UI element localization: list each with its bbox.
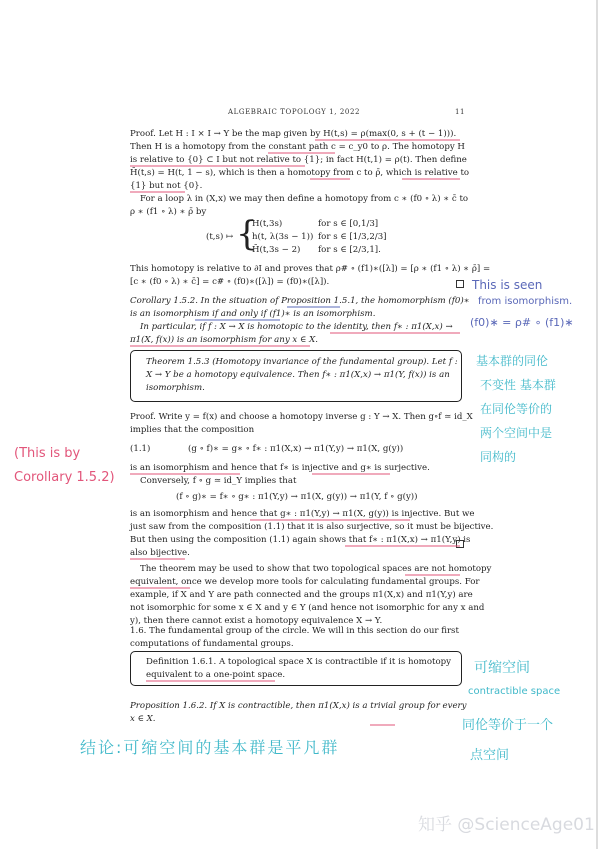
note-zh-right-2: 不变性 基本群: [480, 378, 556, 392]
proof1-line6: For a loop λ in (X,x) we may then define a homotopy from c ∗ (f0 ∘ λ) ∗ c̄ to: [140, 194, 469, 204]
proof2-line1: Proof. Write y = f(x) and choose a homotopy inverse g : Y → X. Then g∘f ≃ id_X: [130, 412, 473, 422]
corollary-line4: π1(X, f(x)) is an isomorphism for any x ∈ X.: [130, 335, 318, 345]
proposition-line2: x ∈ X.: [130, 714, 156, 724]
piecewise-brace: {: [236, 214, 258, 254]
theorem-line2: X → Y be a homotopy equivalence. Then f∗ : π1(X,x) → π1(Y, f(x)) is an: [146, 370, 450, 380]
section-line2: computations of fundamental groups.: [130, 639, 294, 649]
case-expr-2: h(t, λ(3s − 1)): [252, 232, 314, 242]
note-seen-line2: from isomorphism.: [478, 296, 573, 307]
note-contractible-en: contractible space: [468, 686, 561, 697]
proof1-line2: Then H is a homotopy from the constant path c = c_y0 to ρ. The homotopy H: [130, 142, 465, 152]
equation-2: (f ∘ g)∗ = f∗ ∘ g∗ : π1(Y,y) → π1(X, g(y)) → π1(Y, f ∘ g(y)): [176, 492, 418, 502]
proof2-line7: But then using the composition (1.1) again shows that f∗ : π1(X,x) → π1(Y,y) is: [130, 535, 471, 545]
note-left-line2: Corollary 1.5.2): [14, 470, 115, 485]
proof2-line3: is an isomorphism and hence that f∗ is injective and g∗ is surjective.: [130, 463, 430, 473]
equation-tag: (1.1): [130, 444, 151, 454]
proof2-line2: implies that the composition: [130, 425, 255, 435]
note-zh-right-1: 基本群的同伦: [476, 354, 549, 368]
piecewise-lhs: (t,s) ↦: [206, 232, 234, 242]
case-expr-3: H̄(t,3s − 2): [252, 245, 301, 255]
note-zh-right-3: 在同伦等价的: [480, 402, 553, 416]
definition-line1: Definition 1.6.1. A topological space X is contractible if it is homotopy: [146, 657, 451, 667]
note-seen-line1: This is seen: [472, 278, 543, 292]
para-line2: equivalent, once we develop more tools for calculating fundamental groups. For: [130, 577, 480, 587]
corollary-line2: is an isomorphism if and only if (f1)∗ is an isomorphism.: [130, 309, 376, 319]
corollary-line3: In particular, if f : X → X is homotopic to the identity, then f∗ : π1(X,x) →: [140, 322, 453, 332]
para-line3: example, if X and Y are path connected and the groups π1(X,x) and π1(Y,y) are: [130, 590, 473, 600]
watermark: 知乎 @ScienceAge01: [418, 815, 595, 835]
note-seen-formula: (f0)∗ = ρ# ∘ (f1)∗: [470, 316, 574, 329]
proof2-line4: Conversely, f ∘ g ≃ id_Y implies that: [140, 476, 297, 486]
proof1-line7: ρ ∗ (f1 ∘ λ) ∗ ρ̄ by: [130, 207, 207, 217]
running-header: ALGEBRAIC TOPOLOGY 1, 2022: [228, 108, 361, 116]
section-heading: 1.6. The fundamental group of the circle. We will in this section do our first: [130, 626, 459, 636]
proof1-line1: Proof. Let H : I × I → Y be the map given by H(t,s) = ρ(max(0, s + (t − 1))).: [130, 129, 457, 139]
proof2-line8: also bijective.: [130, 548, 190, 558]
proof1-line4: H̄(t,s) = H(t, 1 − s), which is then a homotopy from c to ρ̄, which is relative to: [130, 168, 470, 178]
note-contractible-zh: 可缩空间: [474, 660, 530, 676]
para-line5: y), then there cannot exist a homotopy equivalence X → Y.: [130, 616, 383, 626]
case-expr-1: H(t,3s): [252, 219, 283, 229]
note-point-space-zh: 点空间: [470, 748, 510, 763]
note-zh-right-4: 两个空间中是: [480, 426, 553, 440]
theorem-line3: isomorphism.: [146, 383, 205, 393]
proof2-line5: is an isomorphism and hence that g∗ : π1(Y,y) → π1(X, g(y)) is injective. But we: [130, 509, 475, 519]
proof1-line3: is relative to {0} ⊂ I but not relative to {1}; in fact H(t,1) = ρ(t). Then define: [130, 155, 467, 165]
proof2-line6: just saw from the composition (1.1) that it is also surjective, so it must be bijective.: [130, 522, 494, 532]
case-cond-3: for s ∈ [2/3,1].: [318, 245, 381, 255]
proof1-line9: [c ∗ (f0 ∘ λ) ∗ c̄] = c# ∘ (f0)∗([λ]) = (f0)∗([λ]).: [130, 277, 330, 287]
corollary-line1: Corollary 1.5.2. In the situation of Proposition 1.5.1, the homomorphism (f0)∗: [130, 296, 470, 306]
proof1-line8: This homotopy is relative to ∂I and proves that ρ# ∘ (f1)∗([λ]) = [ρ ∗ (f1 ∘ λ) ∗ ρ̄] =: [130, 264, 491, 274]
note-homotopy-zh: 同伦等价于一个: [462, 718, 554, 733]
note-conclusion: 结论:可缩空间的基本群是平凡群: [80, 738, 340, 757]
proof1-line5: {1} but not {0}.: [130, 181, 203, 191]
page-number: 11: [455, 108, 466, 116]
theorem-line1: Theorem 1.5.3 (Homotopy invariance of the fundamental group). Let f :: [146, 357, 458, 367]
equation-1-1: (g ∘ f)∗ = g∗ ∘ f∗ : π1(X,x) → π1(Y,y) → π1(X, g(y)): [188, 444, 404, 454]
note-zh-right-5: 同构的: [480, 450, 517, 464]
case-cond-1: for s ∈ [0,1/3]: [318, 219, 379, 229]
para-line1: The theorem may be used to show that two topological spaces are not homotopy: [140, 564, 492, 574]
note-left-line1: (This is by: [14, 446, 81, 461]
definition-line2: equivalent to a one-point space.: [146, 670, 286, 680]
para-line4: not isomorphic for some x ∈ X and y ∈ Y (and hence not isomorphic for any x and: [130, 603, 485, 613]
case-cond-2: for s ∈ [1/3,2/3]: [318, 232, 387, 242]
proposition-line1: Proposition 1.6.2. If X is contractible, then π1(X,x) is a trivial group for every: [130, 701, 467, 711]
